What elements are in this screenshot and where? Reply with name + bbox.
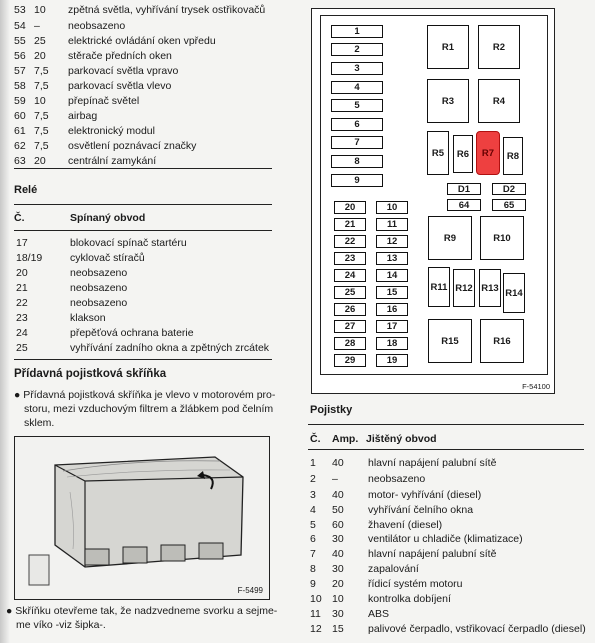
- fuse-slot: 1: [331, 25, 383, 38]
- relay-r10: R10: [480, 216, 524, 260]
- divider: [14, 359, 272, 360]
- relay-r8: R8: [503, 137, 523, 175]
- aux-bullet-2: ● Skříňku otevřeme tak, že nadzvedneme svorku a sejme- me víko -viz šipka-.: [6, 605, 278, 631]
- fuse-slot: 6: [331, 118, 383, 131]
- fuse-slot: 14: [376, 269, 408, 282]
- relay-r16: R16: [480, 319, 524, 363]
- relay-r5: R5: [427, 131, 449, 175]
- fuse-slot-64: 64: [447, 199, 481, 211]
- column-header-circuit: Jištěný obvod: [366, 433, 437, 445]
- divider: [14, 230, 272, 231]
- relay-r12: R12: [453, 269, 475, 307]
- fuse-slot: 7: [331, 136, 383, 149]
- fuse-slot: 8: [331, 155, 383, 168]
- page-edge-shadow: [0, 0, 13, 643]
- relay-r11: R11: [428, 267, 450, 307]
- fuse-slot: 24: [334, 269, 366, 282]
- column-header-amp: Amp.: [332, 433, 359, 445]
- fuse-slot: 29: [334, 354, 366, 367]
- fuse-slot: 28: [334, 337, 366, 350]
- relay-r9: R9: [428, 216, 472, 260]
- pojistky-heading: Pojistky: [310, 404, 353, 416]
- aux-bullet-1: ● Přídavná pojistková skříňka je vlevo v motorovém pro- storu, mezi vzduchovým filtrem a žlábkem pod čelním sklem.: [14, 389, 276, 429]
- fusebox-diagram: [311, 8, 555, 394]
- column-header-number: Č.: [14, 212, 25, 224]
- fuse-slot: 18: [376, 337, 408, 350]
- relay-r13: R13: [479, 269, 501, 307]
- column-header-circuit: Spínaný obvod: [70, 212, 146, 224]
- aux-section-title: Přídavná pojistková skříňka: [14, 368, 167, 380]
- fuse-slot: 20: [334, 201, 366, 214]
- fuse-slot: 21: [334, 218, 366, 231]
- relay-r15: R15: [428, 319, 472, 363]
- relay-r4: R4: [478, 79, 520, 123]
- relay-r6: R6: [453, 135, 473, 173]
- fuse-slot: 27: [334, 320, 366, 333]
- aux-fusebox-figure: [14, 436, 270, 600]
- fuse-slot: 26: [334, 303, 366, 316]
- fuse-slot: 9: [331, 174, 383, 187]
- divider: [308, 449, 584, 450]
- relay-r3: R3: [427, 79, 469, 123]
- fuse-slot: 19: [376, 354, 408, 367]
- bullet-icon: ●: [6, 605, 13, 617]
- divider: [308, 424, 584, 425]
- figure-code: F-5499: [237, 586, 263, 595]
- fuse-slot: 23: [334, 252, 366, 265]
- fuse-slot: 13: [376, 252, 408, 265]
- fuse-slot: 4: [331, 81, 383, 94]
- fuse-slot: 16: [376, 303, 408, 316]
- fusebox-illustration: [15, 437, 269, 599]
- fuse-slot-65: 65: [492, 199, 526, 211]
- fuse-slot: 17: [376, 320, 408, 333]
- fuse-slot: 22: [334, 235, 366, 248]
- relay-r14: R14: [503, 273, 525, 313]
- fuse-slot: 3: [331, 62, 383, 75]
- diode-d1: D1: [447, 183, 481, 195]
- divider: [14, 204, 272, 205]
- fuse-slot: 10: [376, 201, 408, 214]
- diode-d2: D2: [492, 183, 526, 195]
- fuse-slot: 25: [334, 286, 366, 299]
- rele-heading: Relé: [14, 184, 38, 196]
- fuse-slot: 15: [376, 286, 408, 299]
- figure-code: F-54100: [522, 382, 550, 391]
- relay-r1: R1: [427, 25, 469, 69]
- fuse-slot: 5: [331, 99, 383, 112]
- divider: [14, 168, 272, 169]
- relay-r2: R2: [478, 25, 520, 69]
- column-header-number: Č.: [310, 433, 321, 445]
- relay-r7-highlighted: R7: [476, 131, 500, 175]
- fuse-slot: 2: [331, 43, 383, 56]
- fuse-slot: 12: [376, 235, 408, 248]
- bullet-icon: ●: [14, 389, 21, 401]
- fuse-slot: 11: [376, 218, 408, 231]
